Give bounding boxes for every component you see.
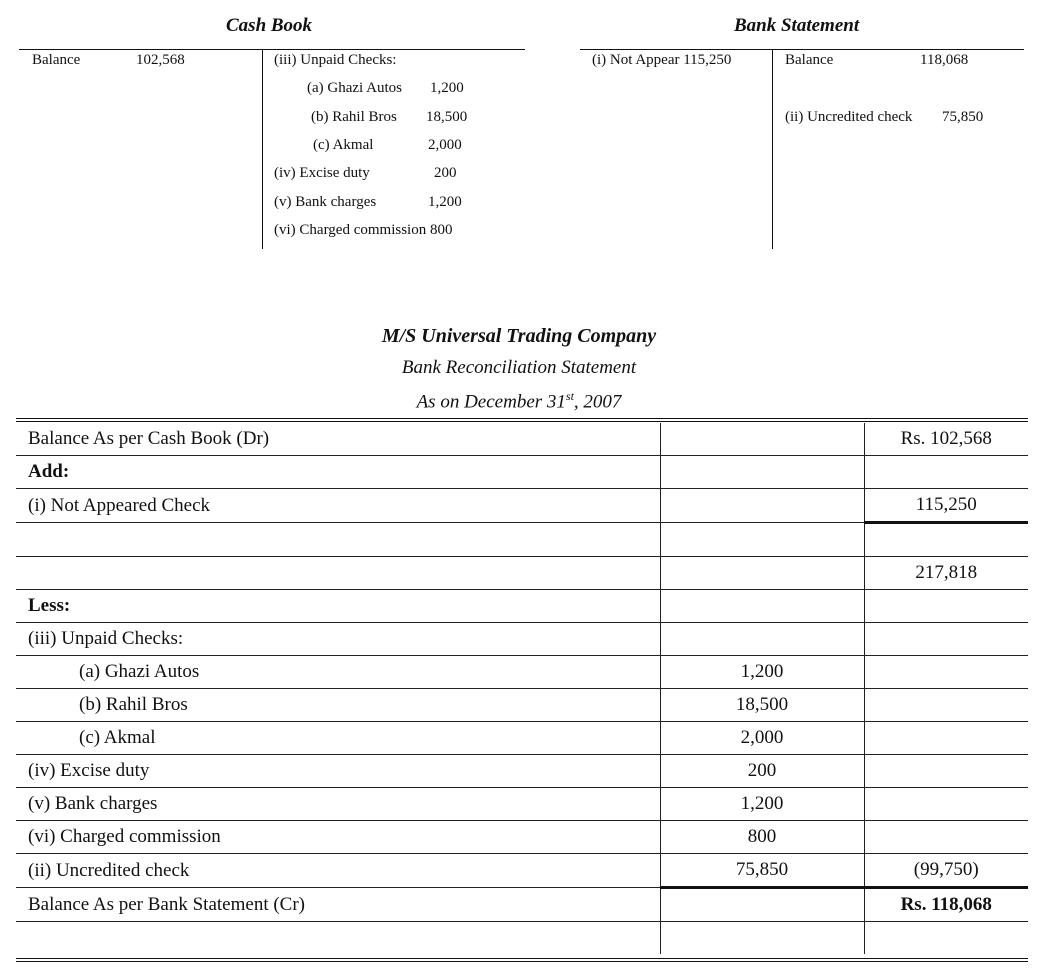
table-row [16, 523, 1028, 557]
cash-book-item-amount: 18,500 [426, 109, 468, 125]
row-label: Less: [16, 590, 660, 623]
table-row [16, 888, 1028, 922]
cash-book-item-amount: 2,000 [428, 137, 462, 153]
row-right [864, 689, 1028, 722]
row-label: (c) Akmal [16, 722, 660, 755]
table-row [16, 788, 1028, 821]
row-label: Balance As per Bank Statement (Cr) [16, 888, 660, 922]
table-row [16, 456, 1028, 489]
row-label: (b) Rahil Bros [16, 689, 660, 722]
table-bottom-rule [16, 961, 1028, 962]
cash-book-item-amount: 200 [434, 165, 457, 181]
row-mid: 800 [660, 821, 864, 854]
bank-not-appear: (i) Not Appear 115,250 [592, 52, 732, 68]
row-mid: 75,850 [660, 854, 864, 888]
table-row [16, 590, 1028, 623]
table-row [16, 922, 1028, 955]
cash-book-item-label: (a) Ghazi Autos [307, 80, 402, 96]
row-right [864, 656, 1028, 689]
cash-book-balance-label: Balance [32, 52, 81, 68]
bank-uncredited-amount: 75,850 [942, 109, 984, 125]
bank-uncredited-label: (ii) Uncredited check [785, 109, 913, 125]
row-mid [660, 523, 864, 557]
row-mid: 200 [660, 755, 864, 788]
table-row [16, 689, 1028, 722]
row-label: (iii) Unpaid Checks: [16, 623, 660, 656]
row-label: (vi) Charged commission [16, 821, 660, 854]
statement-date-suffix: , 2007 [573, 391, 622, 413]
row-mid [660, 489, 864, 523]
table-row [16, 755, 1028, 788]
cash-book-title: Cash Book [226, 15, 313, 36]
statement-name: Bank Reconciliation Statement [401, 357, 637, 378]
cash-book-item-amount: 1,200 [428, 194, 462, 210]
row-label [16, 523, 660, 557]
row-mid: 1,200 [660, 788, 864, 821]
table-row [16, 854, 1028, 888]
company-name: M/S Universal Trading Company [381, 325, 657, 347]
row-label [16, 557, 660, 590]
table-top-rule [16, 421, 1028, 422]
bank-statement-rule [580, 49, 1024, 50]
row-label: Add: [16, 456, 660, 489]
row-right: Rs. 102,568 [864, 423, 1028, 456]
cash-book-divider [262, 49, 263, 249]
cash-book-item-label: (iv) Excise duty [274, 165, 370, 181]
row-mid [660, 423, 864, 456]
bank-statement-title: Bank Statement [734, 15, 860, 36]
table-row [16, 656, 1028, 689]
row-right: (99,750) [864, 854, 1028, 888]
table-row [16, 557, 1028, 590]
row-right [864, 755, 1028, 788]
statement-date-prefix: As on December 31 [416, 391, 566, 413]
row-mid [660, 557, 864, 590]
row-mid [660, 590, 864, 623]
table-row [16, 423, 1028, 456]
row-label: (i) Not Appeared Check [16, 489, 660, 523]
row-mid: 18,500 [660, 689, 864, 722]
table-top-rule [16, 418, 1028, 419]
cash-book-unpaid-header: (iii) Unpaid Checks: [274, 52, 397, 68]
cash-book-rule [19, 49, 525, 50]
row-mid [660, 623, 864, 656]
table-row [16, 722, 1028, 755]
statement-date-sup: st [565, 389, 574, 403]
table-row [16, 489, 1028, 523]
row-right [864, 788, 1028, 821]
row-right [864, 590, 1028, 623]
row-label: Balance As per Cash Book (Dr) [16, 423, 660, 456]
row-mid [660, 888, 864, 922]
reconciliation-table [16, 423, 1028, 954]
row-label [16, 922, 660, 955]
row-label: (iv) Excise duty [16, 755, 660, 788]
row-label: (a) Ghazi Autos [16, 656, 660, 689]
cash-book-item-label: (c) Akmal [313, 137, 374, 153]
bank-statement-divider [772, 49, 773, 249]
row-right [864, 821, 1028, 854]
cash-book-item-amount: 1,200 [430, 80, 464, 96]
row-right [864, 456, 1028, 489]
cash-book-balance-amount: 102,568 [136, 52, 185, 68]
row-right: 217,818 [864, 557, 1028, 590]
statement-date [0, 389, 1038, 413]
row-right [864, 922, 1028, 955]
cash-book-item-label: (b) Rahil Bros [311, 109, 397, 125]
table-row [16, 821, 1028, 854]
row-right [864, 523, 1028, 557]
row-mid [660, 456, 864, 489]
bank-balance-amount: 118,068 [920, 52, 969, 68]
row-label: (ii) Uncredited check [16, 854, 660, 888]
cash-book-item-label: (vi) Charged commission 800 [274, 222, 453, 238]
cash-book-item-label: (v) Bank charges [274, 194, 377, 210]
table-row [16, 623, 1028, 656]
row-mid: 1,200 [660, 656, 864, 689]
row-mid [660, 922, 864, 955]
row-right [864, 722, 1028, 755]
row-right [864, 623, 1028, 656]
row-label: (v) Bank charges [16, 788, 660, 821]
row-right: Rs. 118,068 [864, 888, 1028, 922]
row-mid: 2,000 [660, 722, 864, 755]
bank-balance-label: Balance [785, 52, 834, 68]
row-right: 115,250 [864, 489, 1028, 523]
table-bottom-rule [16, 958, 1028, 959]
